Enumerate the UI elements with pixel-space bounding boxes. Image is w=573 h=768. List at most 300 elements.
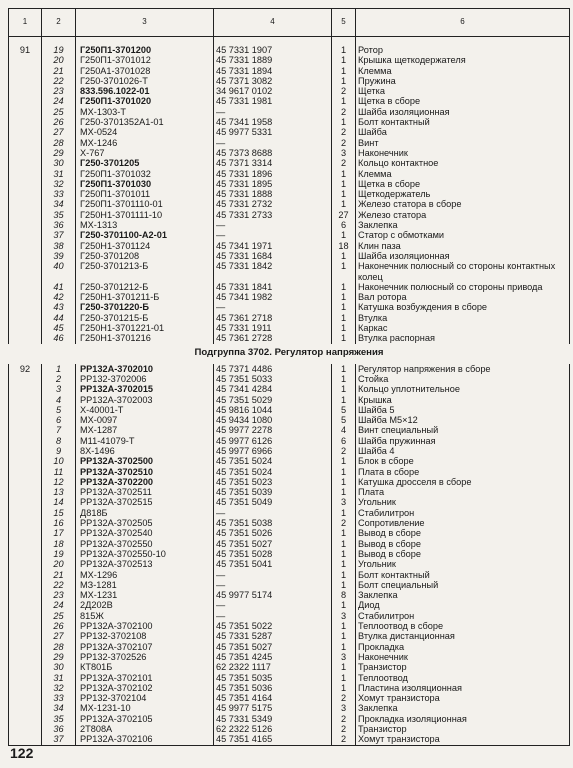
part-name-cell: Наконечник: [356, 652, 570, 662]
group-number-cell: [9, 415, 42, 425]
part-row: [9, 714, 570, 724]
part-row: [9, 734, 570, 745]
position-cell: 1: [42, 364, 76, 374]
quantity-cell: 1: [332, 374, 356, 384]
position-cell: 29: [42, 148, 76, 158]
quantity-cell: 1: [332, 456, 356, 466]
position-cell: 19: [42, 45, 76, 55]
group-number-cell: [9, 313, 42, 323]
part-number-cell: КТ801Б: [76, 662, 214, 672]
part-number-cell: М11-41079-Т: [76, 436, 214, 446]
quantity-cell: 2: [332, 86, 356, 96]
part-number-cell: РР132А-3702003: [76, 395, 214, 405]
position-cell: 15: [42, 508, 76, 518]
group-number-cell: [9, 642, 42, 652]
part-number-cell: РР132А-3702513: [76, 559, 214, 569]
position-cell: 42: [42, 292, 76, 302]
part-name-cell: Транзистор: [356, 724, 570, 734]
part-number-cell: РР132А-3702010: [76, 364, 214, 374]
catalog-code-cell: —: [214, 570, 332, 580]
part-number-cell: МХ-1246: [76, 138, 214, 148]
header-col-4: 4: [214, 9, 332, 37]
part-row: [9, 261, 570, 282]
part-name-cell: Ротор: [356, 45, 570, 55]
part-name-cell: Втулка дистанционная: [356, 631, 570, 641]
group-number-cell: [9, 436, 42, 446]
part-number-cell: Г250-3701220-Б: [76, 302, 214, 312]
group-number-cell: [9, 241, 42, 251]
spacer-cell: [76, 37, 214, 46]
part-number-cell: Г250Н1-3701124: [76, 241, 214, 251]
quantity-cell: 1: [332, 66, 356, 76]
part-number-cell: МХ-0097: [76, 415, 214, 425]
subgroup-title: Подгруппа 3702. Регулятор напряжения: [194, 347, 384, 359]
part-number-cell: 2Д202В: [76, 600, 214, 610]
group-number-cell: [9, 138, 42, 148]
header-row: [9, 9, 570, 37]
catalog-code-cell: 45 7351 5024: [214, 467, 332, 477]
quantity-cell: 1: [332, 395, 356, 405]
part-row: [9, 415, 570, 425]
header-col-3: 3: [76, 9, 214, 37]
part-name-cell: Каркас: [356, 323, 570, 333]
quantity-cell: 1: [332, 261, 356, 282]
part-name-cell: Наконечник полюсный со стороны привода: [356, 282, 570, 292]
part-name-cell: Пружина: [356, 76, 570, 86]
part-name-cell: Крышка щеткодержателя: [356, 55, 570, 65]
part-number-cell: МХ-0524: [76, 127, 214, 137]
part-name-cell: Щетка в сборе: [356, 96, 570, 106]
group-number-cell: [9, 292, 42, 302]
group-number-cell: [9, 169, 42, 179]
position-cell: 37: [42, 230, 76, 240]
quantity-cell: 1: [332, 282, 356, 292]
quantity-cell: 27: [332, 210, 356, 220]
quantity-cell: 3: [332, 703, 356, 713]
part-name-cell: Шайба 5: [356, 405, 570, 415]
catalog-code-cell: 45 7351 5028: [214, 549, 332, 559]
catalog-code-cell: —: [214, 580, 332, 590]
part-number-cell: РР132-3702108: [76, 631, 214, 641]
part-row: [9, 724, 570, 734]
group-number-cell: 92: [9, 364, 42, 374]
catalog-code-cell: 45 7341 1971: [214, 241, 332, 251]
position-cell: 34: [42, 199, 76, 209]
quantity-cell: 1: [332, 549, 356, 559]
part-number-cell: Г250-3701208: [76, 251, 214, 261]
part-name-cell: Стабилитрон: [356, 611, 570, 621]
part-name-cell: Плата: [356, 487, 570, 497]
position-cell: 45: [42, 323, 76, 333]
catalog-code-cell: 45 7331 2733: [214, 210, 332, 220]
catalog-code-cell: 45 7331 1907: [214, 45, 332, 55]
catalog-code-cell: 45 7331 1842: [214, 261, 332, 282]
catalog-code-cell: 45 7371 4486: [214, 364, 332, 374]
header-col-5: 5: [332, 9, 356, 37]
quantity-cell: 1: [332, 467, 356, 477]
catalog-code-cell: 45 7351 5036: [214, 683, 332, 693]
quantity-cell: 3: [332, 611, 356, 621]
part-row: [9, 45, 570, 55]
part-row: [9, 621, 570, 631]
catalog-code-cell: 45 7341 1982: [214, 292, 332, 302]
part-name-cell: Наконечник полюсный со стороны контактных колец: [356, 261, 570, 282]
header-col-6: 6: [356, 9, 570, 37]
group-number-cell: [9, 148, 42, 158]
catalog-code-cell: 45 7373 8688: [214, 148, 332, 158]
catalog-code-cell: 45 7351 5035: [214, 673, 332, 683]
quantity-cell: 1: [332, 673, 356, 683]
group-number-cell: [9, 539, 42, 549]
part-row: [9, 107, 570, 117]
group-number-cell: [9, 683, 42, 693]
group-number-cell: [9, 425, 42, 435]
position-cell: 37: [42, 734, 76, 745]
group-number-cell: [9, 518, 42, 528]
group-number-cell: [9, 467, 42, 477]
part-row: [9, 199, 570, 209]
catalog-code-cell: 45 7331 1896: [214, 169, 332, 179]
quantity-cell: 1: [332, 169, 356, 179]
group-number-cell: [9, 333, 42, 343]
group-number-cell: 91: [9, 45, 42, 55]
group-number-cell: [9, 508, 42, 518]
quantity-cell: 3: [332, 652, 356, 662]
part-row: [9, 384, 570, 394]
quantity-cell: 1: [332, 642, 356, 652]
catalog-code-cell: 45 7351 5033: [214, 374, 332, 384]
quantity-cell: 1: [332, 477, 356, 487]
group-number-cell: [9, 282, 42, 292]
group-number-cell: [9, 528, 42, 538]
part-name-cell: Железо статора: [356, 210, 570, 220]
part-name-cell: Кольцо контактное: [356, 158, 570, 168]
position-cell: 14: [42, 497, 76, 507]
part-number-cell: МХ-1231-10: [76, 703, 214, 713]
part-number-cell: Г250А1-3701028: [76, 66, 214, 76]
part-number-cell: РР132А-3702106: [76, 734, 214, 745]
position-cell: 36: [42, 724, 76, 734]
part-number-cell: Г250П1-3701200: [76, 45, 214, 55]
catalog-code-cell: 45 7371 3314: [214, 158, 332, 168]
quantity-cell: 1: [332, 333, 356, 343]
catalog-code-cell: 45 7351 5041: [214, 559, 332, 569]
part-name-cell: Стабилитрон: [356, 508, 570, 518]
group-number-cell: [9, 127, 42, 137]
part-number-cell: Г250П1-3701020: [76, 96, 214, 106]
quantity-cell: 2: [332, 693, 356, 703]
part-number-cell: Г250Н1-3701111-10: [76, 210, 214, 220]
catalog-code-cell: 45 7331 2732: [214, 199, 332, 209]
quantity-cell: 1: [332, 313, 356, 323]
part-name-cell: Пластина изоляционная: [356, 683, 570, 693]
quantity-cell: 5: [332, 415, 356, 425]
part-row: [9, 559, 570, 569]
position-cell: 12: [42, 477, 76, 487]
group-number-cell: [9, 714, 42, 724]
catalog-code-cell: 45 7331 1841: [214, 282, 332, 292]
part-name-cell: Сопротивление: [356, 518, 570, 528]
part-number-cell: МХ-1296: [76, 570, 214, 580]
position-cell: 16: [42, 518, 76, 528]
part-name-cell: Заклепка: [356, 590, 570, 600]
part-row: [9, 76, 570, 86]
position-cell: 20: [42, 55, 76, 65]
part-row: [9, 169, 570, 179]
part-row: [9, 652, 570, 662]
position-cell: 32: [42, 179, 76, 189]
part-number-cell: Г250-3701026-Т: [76, 76, 214, 86]
part-row: [9, 138, 570, 148]
quantity-cell: 1: [332, 302, 356, 312]
part-name-cell: Теплоотвод в сборе: [356, 621, 570, 631]
group-number-cell: [9, 107, 42, 117]
catalog-code-cell: —: [214, 138, 332, 148]
part-row: [9, 127, 570, 137]
catalog-code-cell: 45 7331 1889: [214, 55, 332, 65]
part-name-cell: Щеткодержатель: [356, 189, 570, 199]
quantity-cell: 1: [332, 662, 356, 672]
part-number-cell: Г250-3701100-А2-01: [76, 230, 214, 240]
part-row: [9, 66, 570, 76]
group-number-cell: [9, 86, 42, 96]
catalog-code-cell: 45 7351 5049: [214, 497, 332, 507]
group-number-cell: [9, 652, 42, 662]
catalog-code-cell: 45 9977 5331: [214, 127, 332, 137]
group-number-cell: [9, 384, 42, 394]
position-cell: 10: [42, 456, 76, 466]
group-number-cell: [9, 600, 42, 610]
part-name-cell: Шайба пружинная: [356, 436, 570, 446]
part-row: [9, 148, 570, 158]
position-cell: 33: [42, 189, 76, 199]
catalog-code-cell: 45 7351 5026: [214, 528, 332, 538]
part-row: [9, 323, 570, 333]
group-number-cell: [9, 210, 42, 220]
group-number-cell: [9, 662, 42, 672]
catalog-code-cell: 62 2322 1117: [214, 662, 332, 672]
quantity-cell: 2: [332, 724, 356, 734]
part-number-cell: Г250-3701352А1-01: [76, 117, 214, 127]
quantity-cell: 2: [332, 138, 356, 148]
quantity-cell: 4: [332, 425, 356, 435]
quantity-cell: 2: [332, 734, 356, 745]
group-number-cell: [9, 631, 42, 641]
catalog-code-cell: 45 7361 2728: [214, 333, 332, 343]
part-number-cell: 2Т808А: [76, 724, 214, 734]
group-number-cell: [9, 395, 42, 405]
part-row: [9, 642, 570, 652]
part-row: [9, 570, 570, 580]
position-cell: 23: [42, 86, 76, 96]
part-name-cell: Наконечник: [356, 148, 570, 158]
part-name-cell: Железо статора в сборе: [356, 199, 570, 209]
catalog-code-cell: 45 7351 5022: [214, 621, 332, 631]
part-name-cell: Угольник: [356, 497, 570, 507]
group-number-cell: [9, 251, 42, 261]
part-row: [9, 158, 570, 168]
part-name-cell: Хомут транзистора: [356, 693, 570, 703]
part-number-cell: РР132-3702104: [76, 693, 214, 703]
part-row: [9, 549, 570, 559]
group-number-cell: [9, 456, 42, 466]
quantity-cell: 3: [332, 497, 356, 507]
spacer-cell: [9, 37, 42, 46]
position-cell: 46: [42, 333, 76, 343]
position-cell: 27: [42, 631, 76, 641]
part-name-cell: Вывод в сборе: [356, 528, 570, 538]
position-cell: 34: [42, 703, 76, 713]
part-row: [9, 313, 570, 323]
quantity-cell: 1: [332, 600, 356, 610]
catalog-code-cell: 34 9617 0102: [214, 86, 332, 96]
part-row: [9, 673, 570, 683]
catalog-code-cell: 45 9977 6966: [214, 446, 332, 456]
catalog-code-cell: 45 7331 1981: [214, 96, 332, 106]
part-name-cell: Стойка: [356, 374, 570, 384]
spacer-cell: [356, 37, 570, 46]
spacer-cell: [214, 37, 332, 46]
position-cell: 22: [42, 580, 76, 590]
position-cell: 26: [42, 621, 76, 631]
quantity-cell: 1: [332, 76, 356, 86]
position-cell: 21: [42, 570, 76, 580]
part-row: [9, 662, 570, 672]
group-number-cell: [9, 446, 42, 456]
part-row: [9, 528, 570, 538]
part-name-cell: Втулка распорная: [356, 333, 570, 343]
part-number-cell: Г250П1-3701011: [76, 189, 214, 199]
position-cell: 7: [42, 425, 76, 435]
catalog-code-cell: 45 9977 5174: [214, 590, 332, 600]
group-number-cell: [9, 405, 42, 415]
part-row: [9, 230, 570, 240]
part-number-cell: 833.596.1022-01: [76, 86, 214, 96]
spacer-cell: [332, 37, 356, 46]
catalog-code-cell: —: [214, 508, 332, 518]
quantity-cell: 1: [332, 487, 356, 497]
quantity-cell: 2: [332, 518, 356, 528]
spacer-row: [9, 37, 570, 46]
quantity-cell: 1: [332, 55, 356, 65]
part-row: [9, 86, 570, 96]
part-number-cell: МЗ-1281: [76, 580, 214, 590]
part-number-cell: Х-767: [76, 148, 214, 158]
part-number-cell: РР132А-3702511: [76, 487, 214, 497]
part-number-cell: Г250П1-3701110-01: [76, 199, 214, 209]
quantity-cell: 3: [332, 148, 356, 158]
part-number-cell: РР132А-3702107: [76, 642, 214, 652]
part-name-cell: Клемма: [356, 66, 570, 76]
quantity-cell: 1: [332, 251, 356, 261]
part-name-cell: Шайба М5×12: [356, 415, 570, 425]
part-number-cell: РР132А-3702100: [76, 621, 214, 631]
part-row: [9, 487, 570, 497]
part-row: [9, 425, 570, 435]
part-number-cell: РР132А-3702105: [76, 714, 214, 724]
catalog-code-cell: 45 7341 4284: [214, 384, 332, 394]
part-name-cell: Статор с обмотками: [356, 230, 570, 240]
part-number-cell: Х-40001-Т: [76, 405, 214, 415]
group-number-cell: [9, 549, 42, 559]
position-cell: 9: [42, 446, 76, 456]
position-cell: 39: [42, 251, 76, 261]
quantity-cell: 1: [332, 580, 356, 590]
catalog-code-cell: 45 7351 5024: [214, 456, 332, 466]
quantity-cell: 1: [332, 292, 356, 302]
position-cell: 44: [42, 313, 76, 323]
group-number-cell: [9, 158, 42, 168]
part-number-cell: РР132А-3702101: [76, 673, 214, 683]
part-number-cell: РР132А-3702550-10: [76, 549, 214, 559]
catalog-code-cell: —: [214, 611, 332, 621]
group-number-cell: [9, 477, 42, 487]
catalog-code-cell: —: [214, 220, 332, 230]
part-number-cell: Г250-3701212-Б: [76, 282, 214, 292]
spacer-cell: [42, 37, 76, 46]
catalog-code-cell: 45 7331 1911: [214, 323, 332, 333]
part-name-cell: Болт контактный: [356, 570, 570, 580]
part-number-cell: РР132А-3702540: [76, 528, 214, 538]
catalog-code-cell: 45 9977 2278: [214, 425, 332, 435]
group-number-cell: [9, 96, 42, 106]
part-row: [9, 693, 570, 703]
part-number-cell: РР132А-3702515: [76, 497, 214, 507]
group-number-cell: [9, 621, 42, 631]
position-cell: 4: [42, 395, 76, 405]
position-cell: 8: [42, 436, 76, 446]
part-row: [9, 631, 570, 641]
part-row: [9, 467, 570, 477]
quantity-cell: 1: [332, 230, 356, 240]
group-number-cell: [9, 487, 42, 497]
position-cell: 28: [42, 138, 76, 148]
position-cell: 5: [42, 405, 76, 415]
group-number-cell: [9, 76, 42, 86]
part-number-cell: Г250-3701205: [76, 158, 214, 168]
quantity-cell: 1: [332, 96, 356, 106]
part-name-cell: Клин паза: [356, 241, 570, 251]
part-row: [9, 580, 570, 590]
part-row: [9, 282, 570, 292]
part-name-cell: Кольцо уплотнительное: [356, 384, 570, 394]
group-number-cell: [9, 374, 42, 384]
part-name-cell: Катушка дросселя в сборе: [356, 477, 570, 487]
position-cell: 43: [42, 302, 76, 312]
group-number-cell: [9, 734, 42, 745]
part-number-cell: 815Ж: [76, 611, 214, 621]
position-cell: 31: [42, 673, 76, 683]
position-cell: 38: [42, 241, 76, 251]
position-cell: 24: [42, 600, 76, 610]
part-row: [9, 590, 570, 600]
position-cell: 23: [42, 590, 76, 600]
catalog-code-cell: 45 7331 1684: [214, 251, 332, 261]
part-number-cell: Г250П1-3701032: [76, 169, 214, 179]
quantity-cell: 1: [332, 621, 356, 631]
group-number-cell: [9, 693, 42, 703]
catalog-code-cell: 45 9816 1044: [214, 405, 332, 415]
position-cell: 19: [42, 549, 76, 559]
part-row: [9, 446, 570, 456]
part-name-cell: Диод: [356, 600, 570, 610]
part-name-cell: Плата в сборе: [356, 467, 570, 477]
catalog-code-cell: 45 7351 5027: [214, 642, 332, 652]
part-name-cell: Шайба 4: [356, 446, 570, 456]
group-number-cell: [9, 724, 42, 734]
group-number-cell: [9, 611, 42, 621]
position-cell: 31: [42, 169, 76, 179]
